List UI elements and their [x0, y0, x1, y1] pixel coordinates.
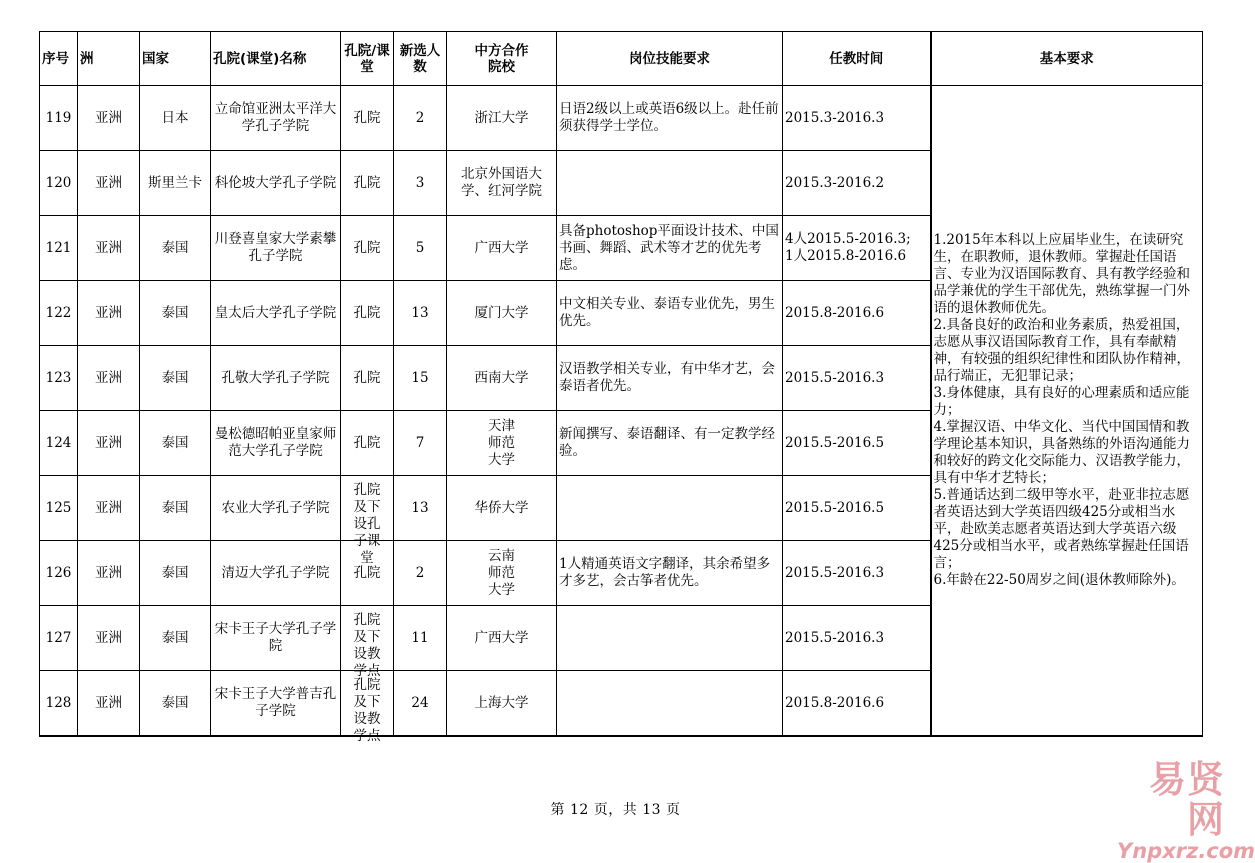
cell-institute: 清迈大学孔子学院 — [211, 541, 341, 606]
cell-continent: 亚洲 — [78, 281, 140, 346]
cell-no: 122 — [40, 281, 78, 346]
cell-country: 泰国 — [140, 216, 211, 281]
cell-continent: 亚洲 — [78, 86, 140, 151]
cell-count: 11 — [394, 606, 447, 671]
cell-continent: 亚洲 — [78, 346, 140, 411]
cell-count: 24 — [394, 671, 447, 737]
cell-count: 13 — [394, 476, 447, 541]
cell-skills: 具备photoshop平面设计技术、中国书画、舞蹈、武术等才艺的优先考虑。 — [557, 216, 783, 281]
header-period: 任教时间 — [783, 32, 931, 86]
header-no: 序号 — [40, 32, 78, 86]
header-partner — [447, 32, 557, 86]
cell-no: 127 — [40, 606, 78, 671]
watermark-logo — [1117, 758, 1255, 863]
cell-period: 2015.8-2016.6 — [783, 281, 931, 346]
cell-skills: 新闻撰写、泰语翻译、有一定教学经验。 — [557, 411, 783, 476]
cell-continent: 亚洲 — [78, 671, 140, 737]
cell-count: 15 — [394, 346, 447, 411]
cell-type-text: 孔院 — [353, 564, 381, 581]
cell-period: 2015.5-2016.3 — [783, 346, 931, 411]
cell-type — [341, 411, 394, 476]
cell-period: 2015.8-2016.6 — [783, 671, 931, 737]
cell-institute: 立命馆亚洲太平洋大学孔子学院 — [211, 86, 341, 151]
cell-partner: 厦门大学 — [447, 281, 557, 346]
cell-continent: 亚洲 — [78, 606, 140, 671]
cell-country: 泰国 — [140, 411, 211, 476]
cell-count: 2 — [394, 86, 447, 151]
cell-country: 泰国 — [140, 476, 211, 541]
cell-period: 2015.3-2016.3 — [783, 86, 931, 151]
cell-partner: 广西大学 — [447, 216, 557, 281]
header-row — [40, 32, 1203, 86]
cell-country: 泰国 — [140, 671, 211, 737]
cell-institute: 宋卡王子大学普吉孔子学院 — [211, 671, 341, 737]
cell-continent: 亚洲 — [78, 151, 140, 216]
cell-type-text: 孔院 — [353, 304, 381, 321]
cell-country: 泰国 — [140, 606, 211, 671]
cell-no: 120 — [40, 151, 78, 216]
cell-institute: 皇太后大学孔子学院 — [211, 281, 341, 346]
cell-institute: 科伦坡大学孔子学院 — [211, 151, 341, 216]
cell-period: 2015.5-2016.3 — [783, 606, 931, 671]
cell-type — [341, 216, 394, 281]
cell-type — [341, 476, 394, 566]
header-count: 新选人数 — [394, 32, 447, 86]
cell-type — [341, 151, 394, 216]
cell-institute: 宋卡王子大学孔子学院 — [211, 606, 341, 671]
volunteer-table — [39, 31, 1203, 744]
header-country: 国家 — [140, 32, 211, 86]
cell-institute: 川登喜皇家大学素攀孔子学院 — [211, 216, 341, 281]
cell-partner: 华侨大学 — [447, 476, 557, 541]
cell-type-text: 孔院及下设教学点 — [353, 677, 381, 744]
cell-partner: 上海大学 — [447, 671, 557, 737]
cell-continent: 亚洲 — [78, 476, 140, 541]
cell-period: 4人2015.5-2016.3; 1人2015.8-2016.6 — [783, 216, 931, 281]
cell-institute: 曼松德昭帕亚皇家师范大学孔子学院 — [211, 411, 341, 476]
cell-no: 128 — [40, 671, 78, 737]
cell-skills: 汉语教学相关专业，有中华才艺，会泰语者优先。 — [557, 346, 783, 411]
cell-type-text: 孔院 — [353, 109, 381, 126]
cell-type — [341, 671, 394, 744]
cell-no: 121 — [40, 216, 78, 281]
cell-no: 125 — [40, 476, 78, 541]
cell-skills: 1人精通英语文字翻译，其余希望多才多艺，会古筝者优先。 — [557, 541, 783, 606]
cell-institute: 孔敬大学孔子学院 — [211, 346, 341, 411]
cell-country: 日本 — [140, 86, 211, 151]
cell-continent: 亚洲 — [78, 411, 140, 476]
cell-type-text: 孔院 — [353, 174, 381, 191]
cell-skills — [557, 606, 783, 671]
cell-no: 126 — [40, 541, 78, 606]
cell-partner: 北京外国语大学、红河学院 — [447, 151, 557, 216]
cell-partner: 浙江大学 — [447, 86, 557, 151]
cell-type — [341, 281, 394, 346]
cell-partner — [447, 411, 557, 476]
cell-period: 2015.5-2016.5 — [783, 411, 931, 476]
cell-count: 3 — [394, 151, 447, 216]
cell-count: 2 — [394, 541, 447, 606]
cell-continent: 亚洲 — [78, 216, 140, 281]
cell-country: 斯里兰卡 — [140, 151, 211, 216]
cell-partner — [447, 541, 557, 606]
header-type: 孔院/课堂 — [341, 32, 394, 86]
cell-partner: 广西大学 — [447, 606, 557, 671]
cell-period: 2015.5-2016.5 — [783, 476, 931, 541]
cell-partner-text: 云南师范大学 — [488, 547, 515, 598]
cell-count: 7 — [394, 411, 447, 476]
cell-count: 5 — [394, 216, 447, 281]
cell-type — [341, 346, 394, 411]
cell-no: 119 — [40, 86, 78, 151]
cell-skills: 日语2级以上或英语6级以上。赴任前须获得学士学位。 — [557, 86, 783, 151]
cell-continent: 亚洲 — [78, 541, 140, 606]
cell-type-text: 孔院 — [353, 239, 381, 256]
cell-type — [341, 86, 394, 151]
cell-type-text: 孔院 — [353, 369, 381, 386]
cell-partner: 西南大学 — [447, 346, 557, 411]
cell-skills — [557, 476, 783, 541]
cell-basic-requirements: 1.2015年本科以上应届毕业生，在读研究生，在职教师，退休教师。掌握赴任国语言、专业为汉语国际教育、具有教学经验和品学兼优的学生干部优先，熟练掌握一门外语的退休教师优先。 2.具备良好的政治和业务素质，热爱祖国，志愿从事汉语国际教育工作，具有奉献精神，有较强的组织纪律性和团队协作精神，品行端正，无犯罪记录； 3.身体健康，具有良好的心理素质和适应能力； 4.掌握汉语、中华文化、当代中国国情和教学理论基本知识，具备熟练的外语沟通能力和较好的跨文化交际能力、汉语教学能力，具有中华才艺特长； 5.普通话达到二级甲等水平，赴亚非拉志愿者英语达到大学英语四级425分或相当水平，赴欧美志愿者英语达到大学英语六级425分或相当水平，或者熟练掌握赴任国语言； 6.年龄在22-50周岁之间(退休教师除外)。 — [931, 86, 1203, 737]
cell-no: 124 — [40, 411, 78, 476]
page-footer: 第 12 页，共 13 页 — [550, 802, 681, 818]
cell-count: 13 — [394, 281, 447, 346]
header-continent: 洲 — [78, 32, 140, 86]
cell-country: 泰国 — [140, 541, 211, 606]
cell-country: 泰国 — [140, 281, 211, 346]
cell-skills — [557, 671, 783, 737]
header-skills: 岗位技能要求 — [557, 32, 783, 86]
cell-skills: 中文相关专业、泰语专业优先，男生优先。 — [557, 281, 783, 346]
cell-type-text: 孔院 — [353, 434, 381, 451]
cell-skills — [557, 151, 783, 216]
cell-no: 123 — [40, 346, 78, 411]
cell-partner-text: 天津师范大学 — [488, 417, 515, 468]
cell-period: 2015.5-2016.3 — [783, 541, 931, 606]
header-partner-text: 中方合作院校 — [474, 42, 529, 75]
watermark-line1: 易贤网 — [1149, 758, 1225, 841]
cell-country: 泰国 — [140, 346, 211, 411]
table-row — [40, 86, 1203, 151]
cell-institute: 农业大学孔子学院 — [211, 476, 341, 541]
cell-type-text: 孔院及下设孔子课堂 — [353, 482, 381, 566]
cell-period: 2015.3-2016.2 — [783, 151, 931, 216]
cell-type — [341, 606, 394, 679]
cell-type-text: 孔院及下设教学点 — [353, 612, 381, 679]
header-institute: 孔院(课堂)名称 — [211, 32, 341, 86]
watermark-line2: Ynpxrz.com — [1117, 839, 1255, 863]
header-basic: 基本要求 — [931, 32, 1203, 86]
